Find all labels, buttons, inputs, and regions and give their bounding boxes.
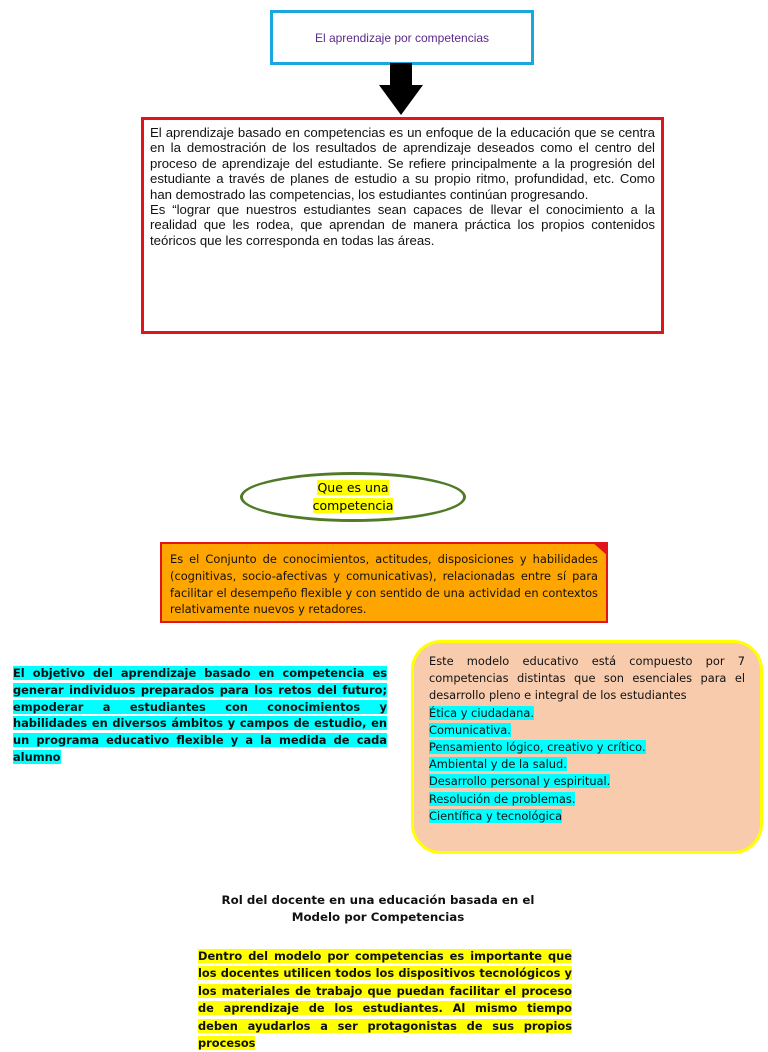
definition-box — [141, 117, 664, 334]
question-ellipse-text — [240, 475, 466, 519]
definition-paragraph-2: Es “lograr que nuestros estudiantes sean capaces de llevar el conocimiento a la realidad que les rodea, que aprendan de manera práctica los propios contenidos teóricos que les corresponda en todas las áreas. — [150, 202, 655, 248]
question-line-2: competencia — [312, 498, 394, 513]
list-item: Pensamiento lógico, creativo y crítico. — [429, 740, 646, 755]
definition-paragraph-1: El aprendizaje basado en competencias es un enfoque de la educación que se centra en la demostración de los resultados de aprendizaje deseados como el centro del proceso de aprendizaje del estudiante. Se refiere principalmente a la progresión del estudiante a través de planes de estudio a su propio ritmo, profundidad, etc. Como han demostrado las competencias, los estudiantes continúan progresando. — [150, 125, 655, 202]
model-content — [429, 653, 745, 825]
down-arrow-head-icon — [379, 85, 423, 115]
list-item: Ambiental y de la salud. — [429, 757, 567, 772]
rol-paragraph — [198, 948, 572, 1052]
title-box — [270, 10, 534, 65]
competency-list — [429, 705, 745, 825]
list-item: Ética y ciudadana. — [429, 705, 534, 720]
down-arrow-icon — [390, 63, 412, 85]
model-intro: Este modelo educativo está compuesto por 7 competencias distintas que son esenciales para el desarrollo pleno e integral de los estudiantes — [429, 654, 745, 703]
list-item: Resolución de problemas. — [429, 791, 576, 806]
list-item: Comunicativa. — [429, 722, 511, 737]
list-item: Científica y tecnológica — [429, 808, 563, 823]
question-line-1: Que es una — [317, 480, 389, 495]
list-item: Desarrollo personal y espiritual. — [429, 774, 611, 789]
rol-heading: Rol del docente en una educación basada en el Modelo por Competencias — [221, 893, 535, 924]
objective-paragraph — [13, 665, 387, 766]
rol-paragraph-text: Dentro del modelo por competencias es importante que los docentes utilicen todos los dispositivos tecnológicos y los materiales de trabajo que puedan facilitar el proceso de aprendizaje de los estudiantes. Al mismo tiempo deben ayudarlos a ser protagonistas de sus propios procesos — [198, 949, 572, 1051]
page-title: El aprendizaje por competencias — [314, 30, 490, 45]
objective-text: El objetivo del aprendizaje basado en competencia es generar individuos preparados para los retos del futuro; empoderar a estudiantes con conocimientos y habilidades en diversos ámbitos y campos de estudio, en un programa educativo flexible y a la medida de cada alumno — [13, 666, 387, 764]
competencia-definition-text: Es el Conjunto de conocimientos, actitudes, disposiciones y habilidades (cognitivas, socio-afectivas y comunicativas), relacionadas entre sí para facilitar el desempeño flexible y con sentido de una actividad en contextos relativamente nuevos y retadores. — [170, 552, 598, 617]
